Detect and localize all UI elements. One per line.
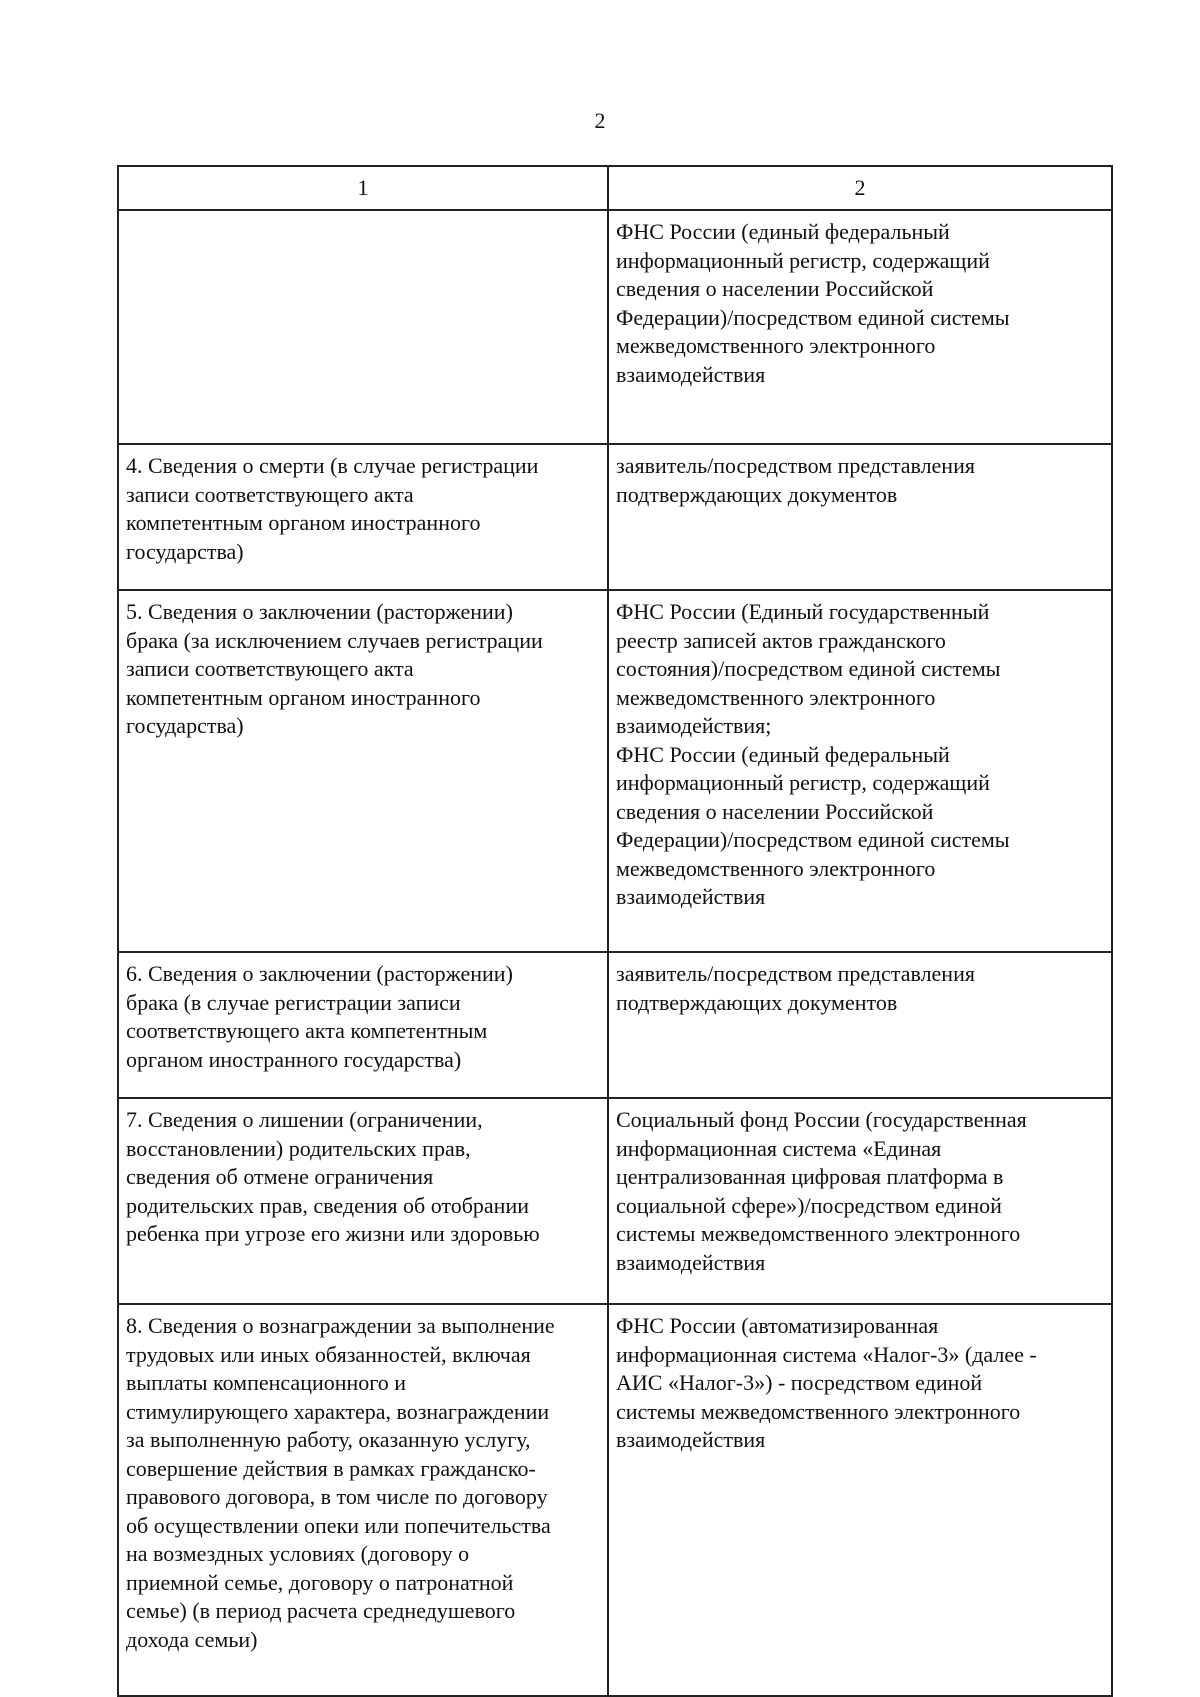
table-row [118,210,1112,444]
text-line: компетентным органом иностранного [126,510,481,535]
text-line: 5. Сведения о заключении (расторжении) [126,599,513,624]
text-line: системы межведомственного электронного [616,1221,1021,1246]
information-type-cell [118,444,608,590]
text-line: взаимодействия [616,1427,766,1452]
data-sources-table [117,165,1113,1697]
text-line: записи соответствующего акта [126,656,414,681]
text-line: за выполненную работу, оказанную услугу, [126,1427,531,1452]
text-line: реестр записей актов гражданского [616,627,946,653]
text-line: межведомственного электронного [616,684,936,710]
text-line: взаимодействия [616,1249,766,1275]
text-line: об осуществлении опеки или попечительства [126,1512,551,1538]
information-source-cell [608,1304,1112,1696]
text-line: Федерации)/посредством единой системы [616,304,1010,330]
text-line: государства) [126,538,244,564]
text-line: подтверждающих документов [616,481,898,507]
text-line: совершение действия в рамках гражданско- [126,1455,536,1481]
text-line: заявитель/посредством представления [616,453,975,478]
text-line: информационная система «Единая [616,1135,942,1161]
text-line: компетентным органом иностранного [126,684,481,710]
information-source-cell [608,210,1112,444]
text-line: восстановлении) родительских прав, [126,1135,471,1161]
text-line: 7. Сведения о лишении (ограничении, [126,1107,483,1132]
text-line: правового договора, в том числе по договору [126,1484,548,1509]
text-line: родительских прав, сведения об отобрании [126,1192,530,1218]
text-line: подтверждающих документов [616,989,898,1015]
text-line: ребенка при угрозе его жизни или здоровью [126,1221,540,1246]
text-line: АИС «Налог-3») - посредством единой [616,1370,983,1395]
text-line: трудовых или иных обязанностей, включая [126,1341,531,1367]
text-line: информационный регистр, содержащий [616,247,990,273]
table-row [118,444,1112,590]
text-line: дохода семьи) [126,1626,258,1652]
text-line: записи соответствующего акта [126,481,414,507]
text-line: заявитель/посредством представления [616,961,975,986]
page-number: 2 [594,108,606,133]
information-source-cell [608,952,1112,1098]
text-line: централизованная цифровая платформа в [616,1164,1004,1189]
column-header-1: 1 [118,166,608,210]
text-line: 4. Сведения о смерти (в случае регистрации [126,453,539,478]
text-line: межведомственного электронного [616,855,936,881]
text-line: взаимодействия [616,884,766,909]
information-type-cell [118,210,608,444]
information-type-cell [118,590,608,952]
table-row [118,1098,1112,1304]
text-line: приемной семье, договору о патронатной [126,1569,514,1595]
text-line: стимулирующего характера, вознаграждении [126,1398,550,1424]
text-line: ФНС России (Единый государственный [616,599,990,624]
text-line: выплаты компенсационного и [126,1370,407,1395]
text-line: информационный регистр, содержащий [616,770,990,795]
text-line: ФНС России (автоматизированная [616,1313,939,1338]
text-line: семье) (в период расчета среднедушевого [126,1598,516,1623]
text-line: ФНС России (единый федеральный [616,741,950,767]
information-type-cell [118,1304,608,1696]
text-line: Социальный фонд России (государственная [616,1107,1027,1132]
information-source-cell [608,444,1112,590]
text-line: государства) [126,713,244,738]
text-line: ФНС России (единый федеральный [616,219,950,244]
text-line: органом иностранного государства) [126,1046,462,1072]
information-source-cell [608,1098,1112,1304]
text-line: соответствующего акта компетентным [126,1018,488,1043]
text-line: состояния)/посредством единой системы [616,656,1001,681]
text-line: Федерации)/посредством единой системы [616,827,1010,852]
text-line: 6. Сведения о заключении (расторжении) [126,961,513,986]
text-line: сведения о населении Российской [616,798,934,824]
information-type-cell [118,952,608,1098]
table-body [118,166,1112,1696]
text-line: системы межведомственного электронного [616,1398,1021,1424]
text-line: сведения о населении Российской [616,276,934,301]
table-header-row [118,166,1112,210]
text-line: брака (за исключением случаев регистрации [126,627,543,653]
table-row [118,590,1112,952]
text-line: межведомственного электронного [616,333,936,358]
table-row [118,952,1112,1098]
text-line: взаимодействия [616,361,766,387]
information-type-cell [118,1098,608,1304]
text-line: сведения об отмене ограничения [126,1164,434,1189]
column-header-2: 2 [608,166,1112,210]
text-line: социальной сфере»)/посредством единой [616,1192,1002,1218]
text-line: взаимодействия; [616,713,772,738]
text-line: на возмездных условиях (договору о [126,1541,470,1566]
table-row [118,1304,1112,1696]
text-line: брака (в случае регистрации записи [126,989,461,1015]
information-source-cell [608,590,1112,952]
text-line: информационная система «Налог-3» (далее - [616,1341,1037,1367]
text-line: 8. Сведения о вознаграждении за выполнение [126,1313,555,1338]
